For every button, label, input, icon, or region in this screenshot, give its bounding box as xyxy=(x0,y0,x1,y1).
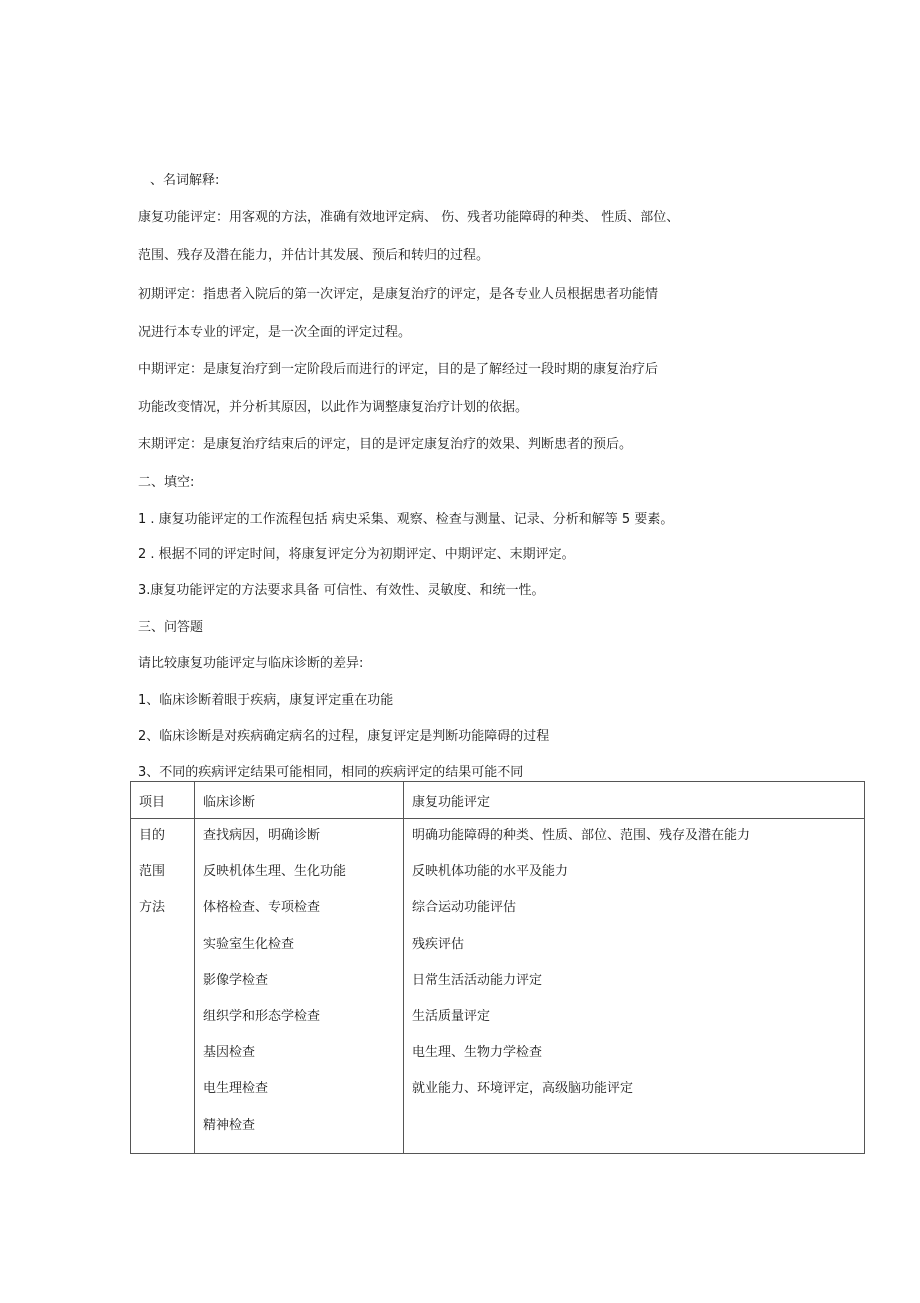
comparison-table xyxy=(130,781,865,1154)
definition-line: 况进行本专业的评定，是一次全面的评定过程。 xyxy=(138,325,412,340)
list-item: 生活质量评定 xyxy=(412,1008,491,1024)
list-item: 体格检查、专项检查 xyxy=(203,900,321,916)
qa-question: 请比较康复功能评定与临床诊断的差异: xyxy=(138,656,364,671)
list-item: 日常生活活动能力评定 xyxy=(412,972,543,988)
list-item: 组织学和形态学检查 xyxy=(203,1008,321,1024)
list-item: 方法 xyxy=(139,900,166,916)
definition-line: 康复功能评定：用客观的方法，准确有效地评定病、 伤、残者功能障碍的种类、 性质、部位、 xyxy=(138,210,680,225)
list-item: 综合运动功能评估 xyxy=(412,900,517,916)
definition-line: 初期评定：指患者入院后的第一次评定，是康复治疗的评定，是各专业人员根据患者功能情 xyxy=(138,287,659,302)
list-item: 基因检查 xyxy=(203,1045,256,1061)
qa-answer: 1、临床诊断着眼于疾病，康复评定重在功能 xyxy=(138,693,394,708)
list-item: 电生理、生物力学检查 xyxy=(412,1045,543,1061)
list-item: 目的 xyxy=(139,828,166,843)
list-item: 实验室生化检查 xyxy=(203,936,295,952)
list-item: 明确功能障碍的种类、性质、部位、范围、残存及潜在能力 xyxy=(412,828,751,843)
qa-answer: 3、不同的疾病评定结果可能相同，相同的疾病评定的结果可能不同 xyxy=(138,765,524,780)
list-item: 影像学检查 xyxy=(203,972,269,988)
list-item: 精神检查 xyxy=(203,1117,256,1133)
list-item: 残疾评估 xyxy=(412,936,465,952)
table-row xyxy=(131,819,865,1154)
table-header-row xyxy=(131,782,865,819)
list-item: 反映机体功能的水平及能力 xyxy=(412,864,569,880)
section-heading-definitions: 、名词解释: xyxy=(150,173,220,188)
section-heading-qa: 三、问答题 xyxy=(138,620,204,635)
header-item: 项目 xyxy=(131,782,195,819)
item-column xyxy=(131,819,195,1154)
fill-blank-item: 2 . 根据不同的评定时间，将康复评定分为初期评定、中期评定、末期评定。 xyxy=(138,547,575,562)
definition-line: 中期评定：是康复治疗到一定阶段后而进行的评定，目的是了解经过一段时期的康复治疗后 xyxy=(138,362,659,377)
clinical-column xyxy=(195,819,404,1154)
list-item: 查找病因，明确诊断 xyxy=(203,828,321,843)
fill-blank-item: 1 . 康复功能评定的工作流程包括 病史采集、观察、检查与测量、记录、分析和解等 5 要素。 xyxy=(138,512,674,527)
section-heading-fill-blank: 二、填空: xyxy=(138,475,195,490)
definition-line: 功能改变情况，并分析其原因，以此作为调整康复治疗计划的依据。 xyxy=(138,400,529,415)
list-item: 范围 xyxy=(139,864,166,880)
qa-answer: 2、临床诊断是对疾病确定病名的过程，康复评定是判断功能障碍的过程 xyxy=(138,729,550,744)
list-item: 反映机体生理、生化功能 xyxy=(203,864,347,880)
list-item: 电生理检查 xyxy=(203,1081,269,1097)
rehab-column xyxy=(404,819,865,1154)
header-clinical: 临床诊断 xyxy=(195,782,404,819)
list-item: 就业能力、环境评定，高级脑功能评定 xyxy=(412,1081,634,1097)
definition-line: 末期评定：是康复治疗结束后的评定，目的是评定康复治疗的效果、判断患者的预后。 xyxy=(138,437,633,452)
definition-line: 范围、残存及潜在能力，并估计其发展、预后和转归的过程。 xyxy=(138,248,490,263)
header-rehab: 康复功能评定 xyxy=(404,782,865,819)
fill-blank-item: 3.康复功能评定的方法要求具备 可信性、有效性、灵敏度、和统一性。 xyxy=(138,583,545,598)
